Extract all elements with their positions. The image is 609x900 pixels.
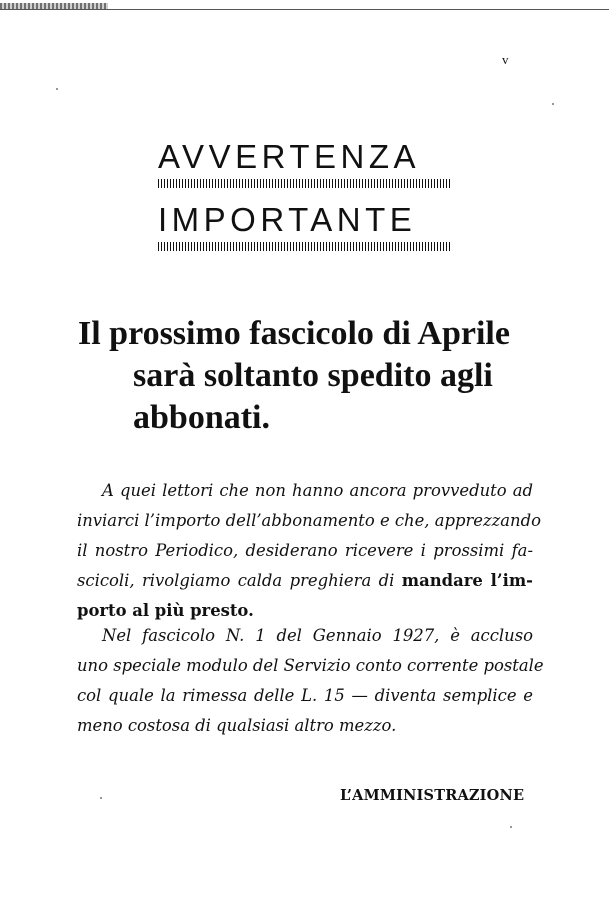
- top-rule: [0, 9, 609, 10]
- announcement: [78, 313, 548, 439]
- paragraph-1-line-3: il nostro Periodico, desiderano ricevere i prossimi fa-: [77, 541, 533, 560]
- heading-rule-1: [158, 179, 450, 188]
- paragraph-1-line-5-emphasis: porto al più presto.: [77, 601, 254, 620]
- paragraph-2-line-2: uno speciale modulo del Servizio conto corrente postale: [77, 656, 544, 675]
- paragraph-1-line-1: A quei lettori che non hanno ancora provveduto ad: [102, 481, 533, 500]
- print-speck: [510, 826, 512, 828]
- signature: L’AMMINISTRAZIONE: [340, 787, 525, 804]
- notice-paragraph-2: [77, 621, 544, 741]
- paragraph-1-line-4-emphasis: mandare l’im-: [401, 571, 533, 590]
- paragraph-1-line-2: inviarci l’importo dell’abbonamento e che, apprezzando: [77, 511, 541, 530]
- paragraph-1-line-4-text: scicoli, rivolgiamo calda preghiera di: [77, 571, 395, 590]
- heading-line-1: AVVERTENZA: [158, 138, 420, 175]
- notice-paragraph-1: [77, 476, 541, 626]
- paragraph-2-line-3: col quale la rimessa delle L. 15 — diventa semplice e: [77, 686, 533, 705]
- print-speck: [100, 797, 102, 799]
- announcement-line-2: sarà soltanto spedito agli: [133, 357, 493, 394]
- heading-line-2: IMPORTANTE: [158, 201, 417, 238]
- paragraph-2-line-1: Nel fascicolo N. 1 del Gennaio 1927, è accluso: [102, 626, 533, 645]
- paragraph-2-line-4: meno costosa di qualsiasi altro mezzo.: [77, 716, 397, 735]
- announcement-line-3: abbonati.: [133, 399, 270, 436]
- announcement-line-1: Il prossimo fascicolo di Aprile: [78, 315, 510, 352]
- page-number: v: [502, 52, 509, 67]
- paragraph-1-line-4: [77, 566, 533, 596]
- print-speck: [552, 103, 554, 105]
- heading-rule-2: [158, 242, 450, 251]
- print-speck: [56, 88, 58, 90]
- heading-block: [158, 139, 450, 251]
